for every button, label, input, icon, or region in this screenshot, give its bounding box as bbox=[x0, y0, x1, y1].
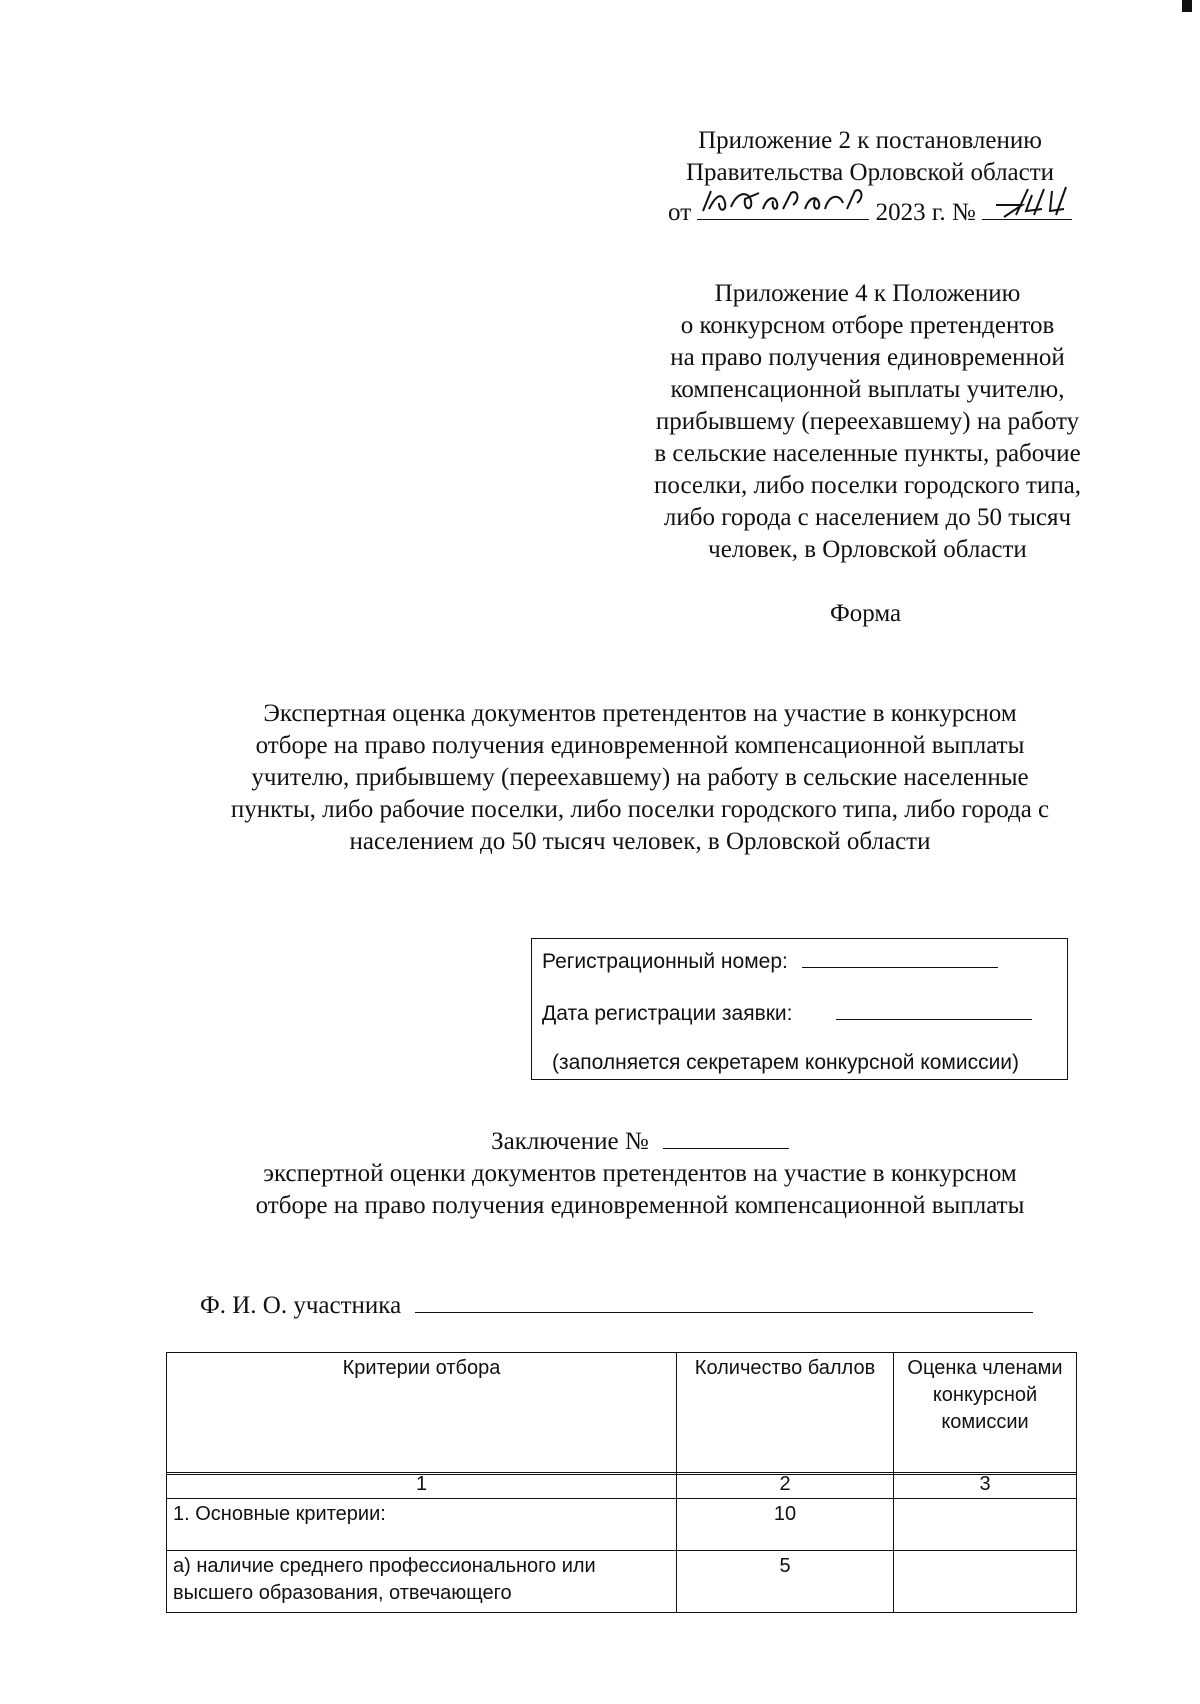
points-cell: 10 bbox=[677, 1499, 894, 1551]
header-commission-score: Оценка членами конкурсной комиссии bbox=[894, 1353, 1077, 1475]
appendix-4-line: прибывшему (переехавшему) на работу bbox=[655, 408, 1080, 435]
registration-number-field[interactable] bbox=[802, 947, 998, 968]
registration-box bbox=[531, 938, 1068, 1080]
title-line: населением до 50 тысяч человек, в Орловской области bbox=[349, 828, 931, 855]
appendix-2-date-line bbox=[640, 189, 1100, 229]
appendix-4-line: человек, в Орловской области bbox=[708, 536, 1027, 563]
handwritten-number-scribble bbox=[982, 185, 1072, 219]
appendix-2-line2: Правительства Орловской области bbox=[685, 159, 1055, 186]
conclusion-line: экспертной оценки документов претендентов на участие в конкурсном bbox=[263, 1160, 1017, 1187]
title-line: учителю, прибывшему (переехавшему) на работу в сельские населенные bbox=[251, 764, 1029, 791]
appendix-2-block bbox=[640, 125, 1100, 229]
criteria-header-table bbox=[166, 1352, 1077, 1475]
registration-date-label: Дата регистрации заявки: bbox=[542, 1002, 793, 1025]
title-line: отборе на право получения единовременной компенсационной выплаты bbox=[255, 732, 1025, 759]
table-row bbox=[167, 1551, 1077, 1613]
from-label: от bbox=[668, 199, 692, 226]
handwritten-date bbox=[697, 189, 869, 220]
registration-number-label: Регистрационный номер: bbox=[542, 950, 788, 973]
conclusion-block bbox=[190, 1126, 1090, 1222]
title-line: пункты, либо рабочие поселки, либо поселки городского типа, либо города с bbox=[230, 796, 1050, 823]
appendix-4-line: компенсационной выплаты учителю, bbox=[670, 376, 1065, 403]
appendix-4-line: поселки, либо поселки городского типа, bbox=[653, 472, 1082, 499]
appendix-4-line: в сельские населенные пункты, рабочие bbox=[654, 440, 1081, 467]
points-cell: 5 bbox=[677, 1551, 894, 1613]
participant-name-field[interactable] bbox=[415, 1290, 1033, 1313]
header-criteria: Критерии отбора bbox=[167, 1353, 677, 1475]
table-row bbox=[167, 1499, 1077, 1551]
registration-date-row bbox=[542, 999, 1032, 1026]
score-cell[interactable] bbox=[894, 1499, 1077, 1551]
column-number-row bbox=[167, 1473, 1077, 1499]
document-title bbox=[160, 698, 1120, 858]
handwritten-date-scribble bbox=[697, 185, 869, 219]
criteria-table bbox=[166, 1472, 1077, 1613]
score-cell[interactable] bbox=[894, 1551, 1077, 1613]
year-number-label: 2023 г. № bbox=[875, 199, 976, 226]
participant-row bbox=[200, 1290, 1033, 1320]
appendix-4-block bbox=[605, 278, 1130, 566]
corner-scan-mark bbox=[1182, 0, 1192, 12]
appendix-2-line1: Приложение 2 к постановлению bbox=[698, 127, 1042, 154]
participant-label: Ф. И. О. участника bbox=[200, 1292, 402, 1319]
registration-note: (заполняется секретарем конкурсной комиссии) bbox=[552, 1051, 1020, 1074]
conclusion-line: отборе на право получения единовременной компенсационной выплаты bbox=[255, 1192, 1025, 1219]
registration-date-field[interactable] bbox=[836, 999, 1032, 1020]
registration-number-row bbox=[542, 947, 998, 974]
appendix-4-line: либо города с населением до 50 тысяч bbox=[663, 504, 1072, 531]
criterion-cell: а) наличие среднего профессионального или высшего образования, отвечающего bbox=[167, 1551, 677, 1613]
column-number: 3 bbox=[894, 1473, 1077, 1499]
criterion-cell: 1. Основные критерии: bbox=[167, 1499, 677, 1551]
title-line: Экспертная оценка документов претендентов на участие в конкурсном bbox=[263, 700, 1017, 727]
header-points: Количество баллов bbox=[677, 1353, 894, 1475]
handwritten-number bbox=[982, 189, 1072, 220]
conclusion-number-field[interactable] bbox=[663, 1126, 789, 1149]
conclusion-heading bbox=[190, 1126, 1090, 1158]
form-label: Форма bbox=[830, 600, 902, 627]
conclusion-label: Заключение № bbox=[491, 1128, 649, 1155]
appendix-4-line: о конкурсном отборе претендентов bbox=[680, 312, 1055, 339]
header-row bbox=[167, 1353, 1077, 1475]
column-number: 1 bbox=[167, 1473, 677, 1499]
appendix-4-line: на право получения единовременной bbox=[670, 344, 1065, 371]
appendix-4-line: Приложение 4 к Положению bbox=[714, 280, 1021, 307]
column-number: 2 bbox=[677, 1473, 894, 1499]
